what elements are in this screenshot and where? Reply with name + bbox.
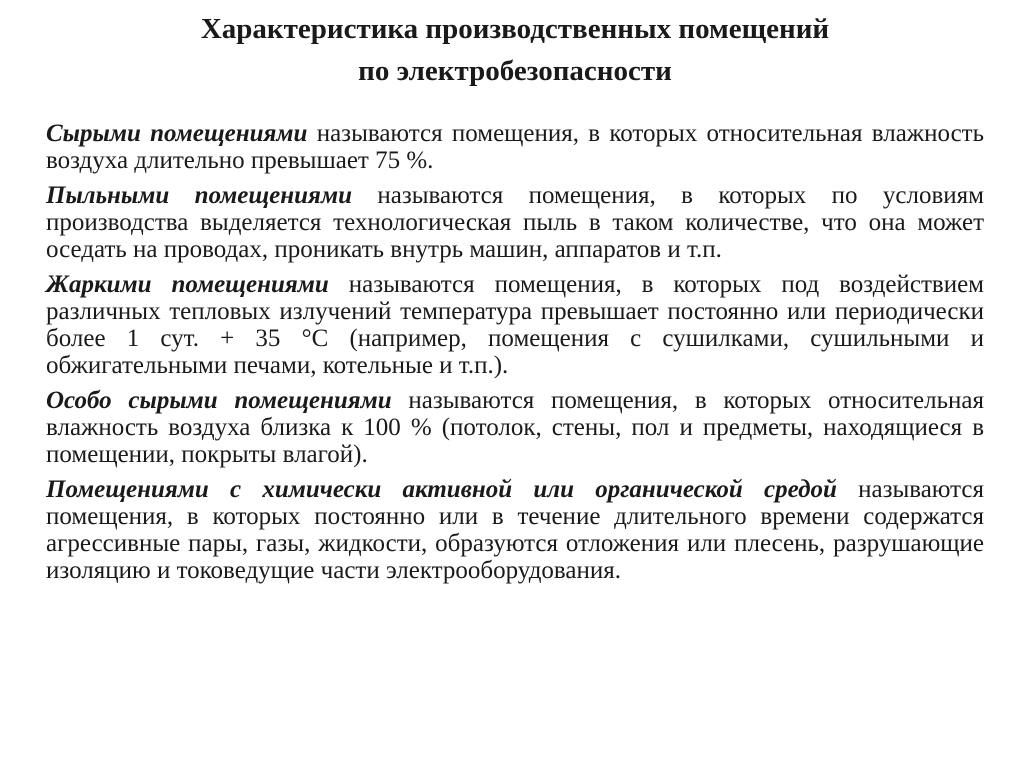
definition-damp-rooms: называются помещения, в которых относительная влажность воздуха длительно превышает 75 %. — [46, 120, 985, 174]
term-especially-damp-rooms: Особо сырыми помещениями — [46, 387, 392, 414]
term-dusty-rooms: Пыльными помещениями — [46, 182, 352, 209]
title-line-1: Характеристика производственных помещений — [200, 13, 830, 45]
paragraph-chemically-active-rooms — [46, 476, 984, 584]
paragraph-dusty-rooms — [46, 182, 984, 263]
term-hot-rooms: Жаркими помещениями — [46, 271, 329, 298]
title-line-2: по электробезопасности — [358, 55, 672, 87]
paragraph-especially-damp-rooms — [46, 387, 984, 468]
page-title — [46, 8, 984, 92]
definition-especially-damp-rooms: называются помещения, в которых относительная влажность воздуха близка к 100 % (потолок, стены, пол и предметы, находящиеся в помещении, покрыты влагой). — [46, 387, 984, 468]
paragraph-hot-rooms — [46, 271, 984, 379]
definition-chemically-active-rooms: называются помещения, в которых постоянно или в течение длительного времени содержатся агрессивные пары, газы, жидкости, образуются отложения или плесень, разрушающие изоляцию и токоведущие части электрооборудования. — [46, 476, 984, 584]
paragraph-damp-rooms — [46, 120, 984, 174]
definition-dusty-rooms: называются помещения, в которых по условиям производства выделяется технологическая пыль в таком количестве, что она может оседать на проводах, проникать внутрь машин, аппаратов и т.п. — [46, 182, 984, 263]
term-damp-rooms: Сырыми помещениями — [46, 120, 308, 147]
definition-hot-rooms: называются помещения, в которых под воздействием различных тепловых излучений температура превышает постоянно или периодически более 1 сут. + 35 °С (например, помещения с сушилками, сушильными и обжигательными печами, котельные и т.п.). — [46, 271, 985, 379]
term-chemically-active-rooms: Помещениями с химически активной или органической средой — [46, 476, 837, 503]
